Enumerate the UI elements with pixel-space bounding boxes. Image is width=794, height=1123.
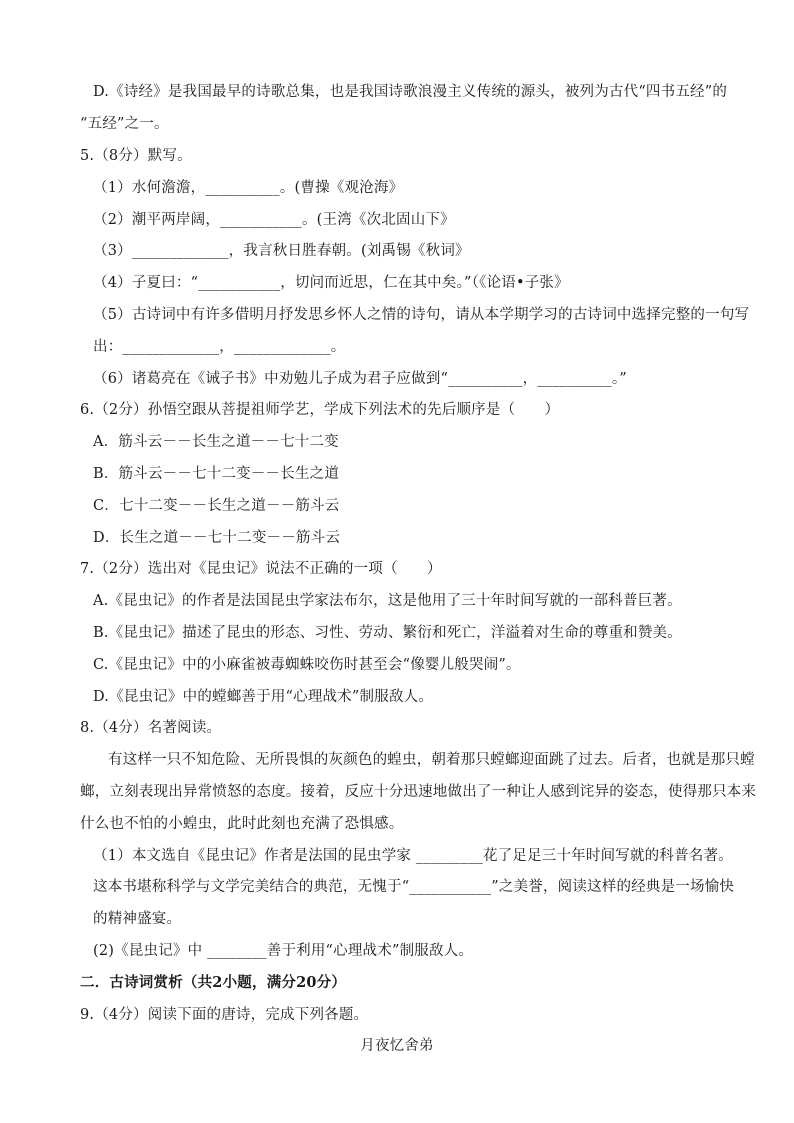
q7-option-c: C.《昆虫记》中的小麻雀被毒蜘蛛咬伤时甚至会“像婴儿般哭闹”。 bbox=[93, 657, 521, 673]
q4-option-d-line2: “五经”之一。 bbox=[80, 116, 169, 132]
q5-item-3: （3）_____________，我言秋日胜春朝。(刘禹锡《秋词》 bbox=[93, 243, 470, 259]
q8-passage-line2: 螂，立刻表现出异常愤怒的态度。接着，反应十分迅速地做出了一种让人感到诧异的姿态，使得那只本来 bbox=[80, 784, 757, 800]
q7-heading: 7.（2分）选出对《昆虫记》说法不正确的一项（ ） bbox=[80, 561, 442, 577]
q5-item-2: （2）潮平两岸阔，___________。(王湾《次北固山下》 bbox=[93, 212, 455, 228]
q7-option-b: B.《昆虫记》描述了昆虫的形态、习性、劳动、繁衍和死亡，洋溢着对生命的尊重和赞美。 bbox=[93, 625, 682, 641]
q8-item-1-line1: （1）本文选自《昆虫记》作者是法国的昆虫学家 _________花了足足三十年时间写就的科普名著。 bbox=[93, 848, 733, 864]
q5-heading: 5.（8分）默写。 bbox=[80, 148, 192, 164]
q8-passage-line3: 什么也不怕的小蝗虫，此时此刻也充满了恐惧感。 bbox=[80, 816, 404, 832]
q6-option-c: C．七十二变－－长生之道－－筋斗云 bbox=[93, 498, 340, 514]
q5-item-6: （6）诸葛亮在《诫子书》中劝勉儿子成为君子应做到“__________，__________。” bbox=[93, 371, 627, 387]
q7-option-d: D.《昆虫记》中的螳螂善于用“心理战术”制服敌人。 bbox=[93, 689, 434, 705]
q6-option-a: A．筋斗云－－长生之道－－七十二变 bbox=[93, 434, 339, 450]
section-2-heading: 二．古诗词赏析（共2小题，满分20分） bbox=[80, 974, 347, 991]
q4-option-d-line1: D.《诗经》是我国最早的诗歌总集，也是我国诗歌浪漫主义传统的源头，被列为古代“四书五经”的 bbox=[93, 84, 728, 100]
q5-item-5-line2: 出：_____________，_____________。 bbox=[93, 339, 346, 355]
q8-item-2: (2)《昆虫记》中 ________善于利用“心理战术”制服敌人。 bbox=[93, 943, 474, 959]
poem-title: 月夜忆舍弟 bbox=[360, 1038, 434, 1054]
q6-heading: 6.（2分）孙悟空跟从菩提祖师学艺，学成下列法术的先后顺序是（ ） bbox=[80, 402, 560, 418]
q8-item-1-line3: 的精神盛宴。 bbox=[93, 911, 182, 927]
q5-item-5-line1: （5）古诗词中有许多借明月抒发思乡怀人之情的诗句，请从本学期学习的古诗词中选择完整的一句写 bbox=[93, 307, 750, 323]
q5-item-4: （4）子夏曰：“___________，切问而近思，仁在其中矣。”（《论语•子张》 bbox=[93, 275, 569, 291]
q8-passage-line1: 有这样一只不知危险、无所畏惧的灰颜色的蝗虫，朝着那只螳螂迎面跳了过去。后者，也就是那只螳 bbox=[108, 752, 755, 768]
q9-heading: 9.（4分）阅读下面的唐诗，完成下列各题。 bbox=[80, 1007, 369, 1023]
q8-item-1-line2: 这本书堪称科学与文学完美结合的典范，无愧于“___________”之美誉，阅读这样的经典是一场愉快 bbox=[93, 879, 735, 895]
q8-heading: 8.（4分）名著阅读。 bbox=[80, 720, 222, 736]
q6-option-d: D．长生之道－－七十二变－－筋斗云 bbox=[93, 530, 341, 546]
q7-option-a: A.《昆虫记》的作者是法国昆虫学家法布尔，这是他用了三十年时间写就的一部科普巨著。 bbox=[93, 593, 682, 609]
q5-item-1: （1）水何澹澹，__________。(曹操《观沧海》 bbox=[93, 180, 404, 196]
q6-option-b: B．筋斗云－－七十二变－－长生之道 bbox=[93, 466, 340, 482]
